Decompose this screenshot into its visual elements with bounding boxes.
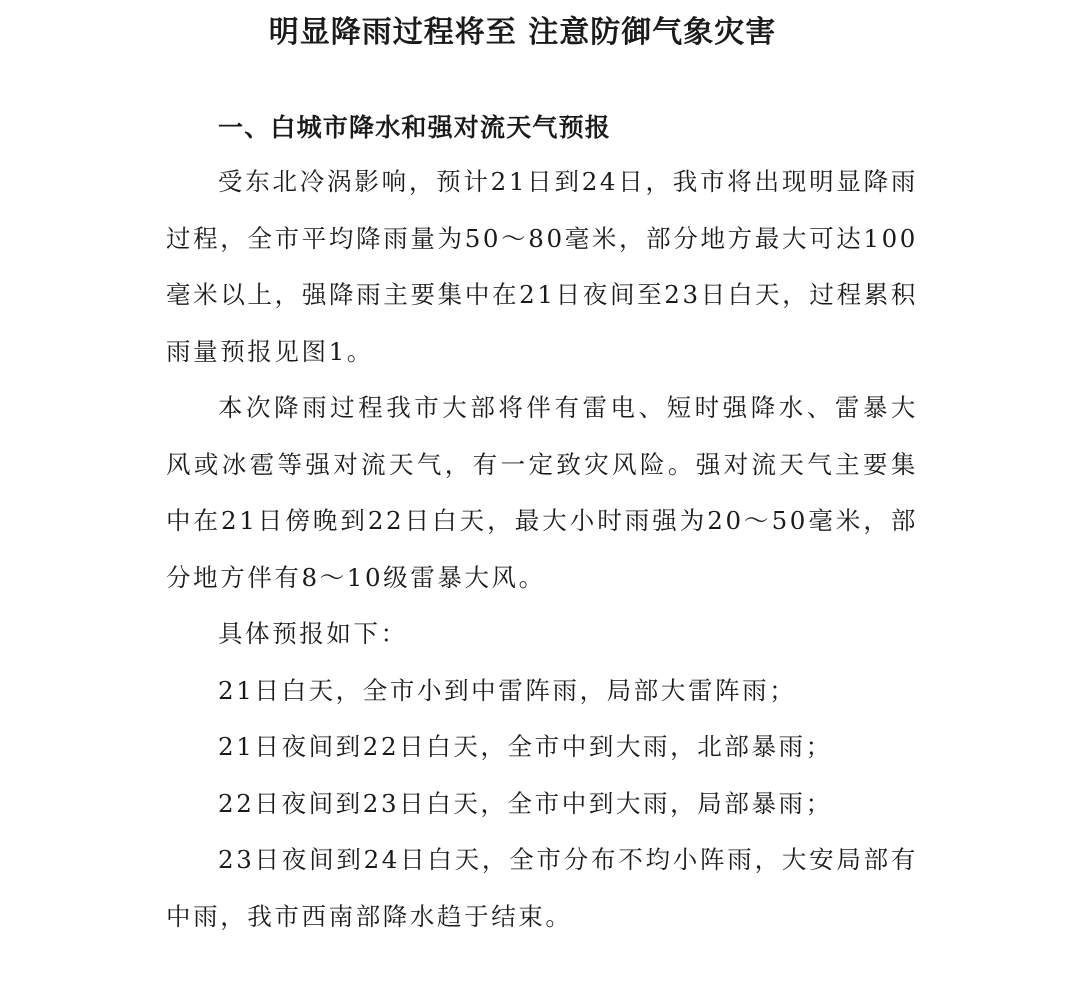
forecast-item-21-day: 21日白天，全市小到中雷阵雨，局部大雷阵雨；	[218, 675, 797, 705]
forecast-intro: 具体预报如下：	[218, 619, 408, 648]
forecast-item-21-night-22-day: 21日夜间到22日白天，全市中到大雨，北部暴雨；	[218, 732, 833, 761]
document-body	[166, 110, 918, 945]
paragraph-rainfall-forecast: 受东北冷涡影响，预计21日到24日，我市将出现明显降雨过程，全市平均降雨量为50～80毫米，部分地方最大可达100毫米以上，强降雨主要集中在21日夜间至23日白天，过程累积雨量预报见图1。	[166, 167, 918, 366]
section-heading: 一、白城市降水和强对流天气预报	[218, 113, 612, 142]
paragraph-forecast-23-night-24-day: 23日夜间到24日白天，全市分布不均小阵雨，大安局部有中雨，我市西南部降水趋于结束。	[166, 845, 918, 931]
forecast-item-22-night-23-day: 22日夜间到23日白天，全市中到大雨，局部暴雨；	[218, 788, 833, 818]
document-title: 明显降雨过程将至 注意防御气象灾害	[268, 15, 777, 50]
paragraph-severe-convection: 本次降雨过程我市大部将伴有雷电、短时强降水、雷暴大风或冰雹等强对流天气，有一定致灾风险。强对流天气主要集中在21日傍晚到22日白天，最大小时雨强为20～50毫米，部分地方伴有8～10级雷暴大风。	[166, 393, 918, 592]
